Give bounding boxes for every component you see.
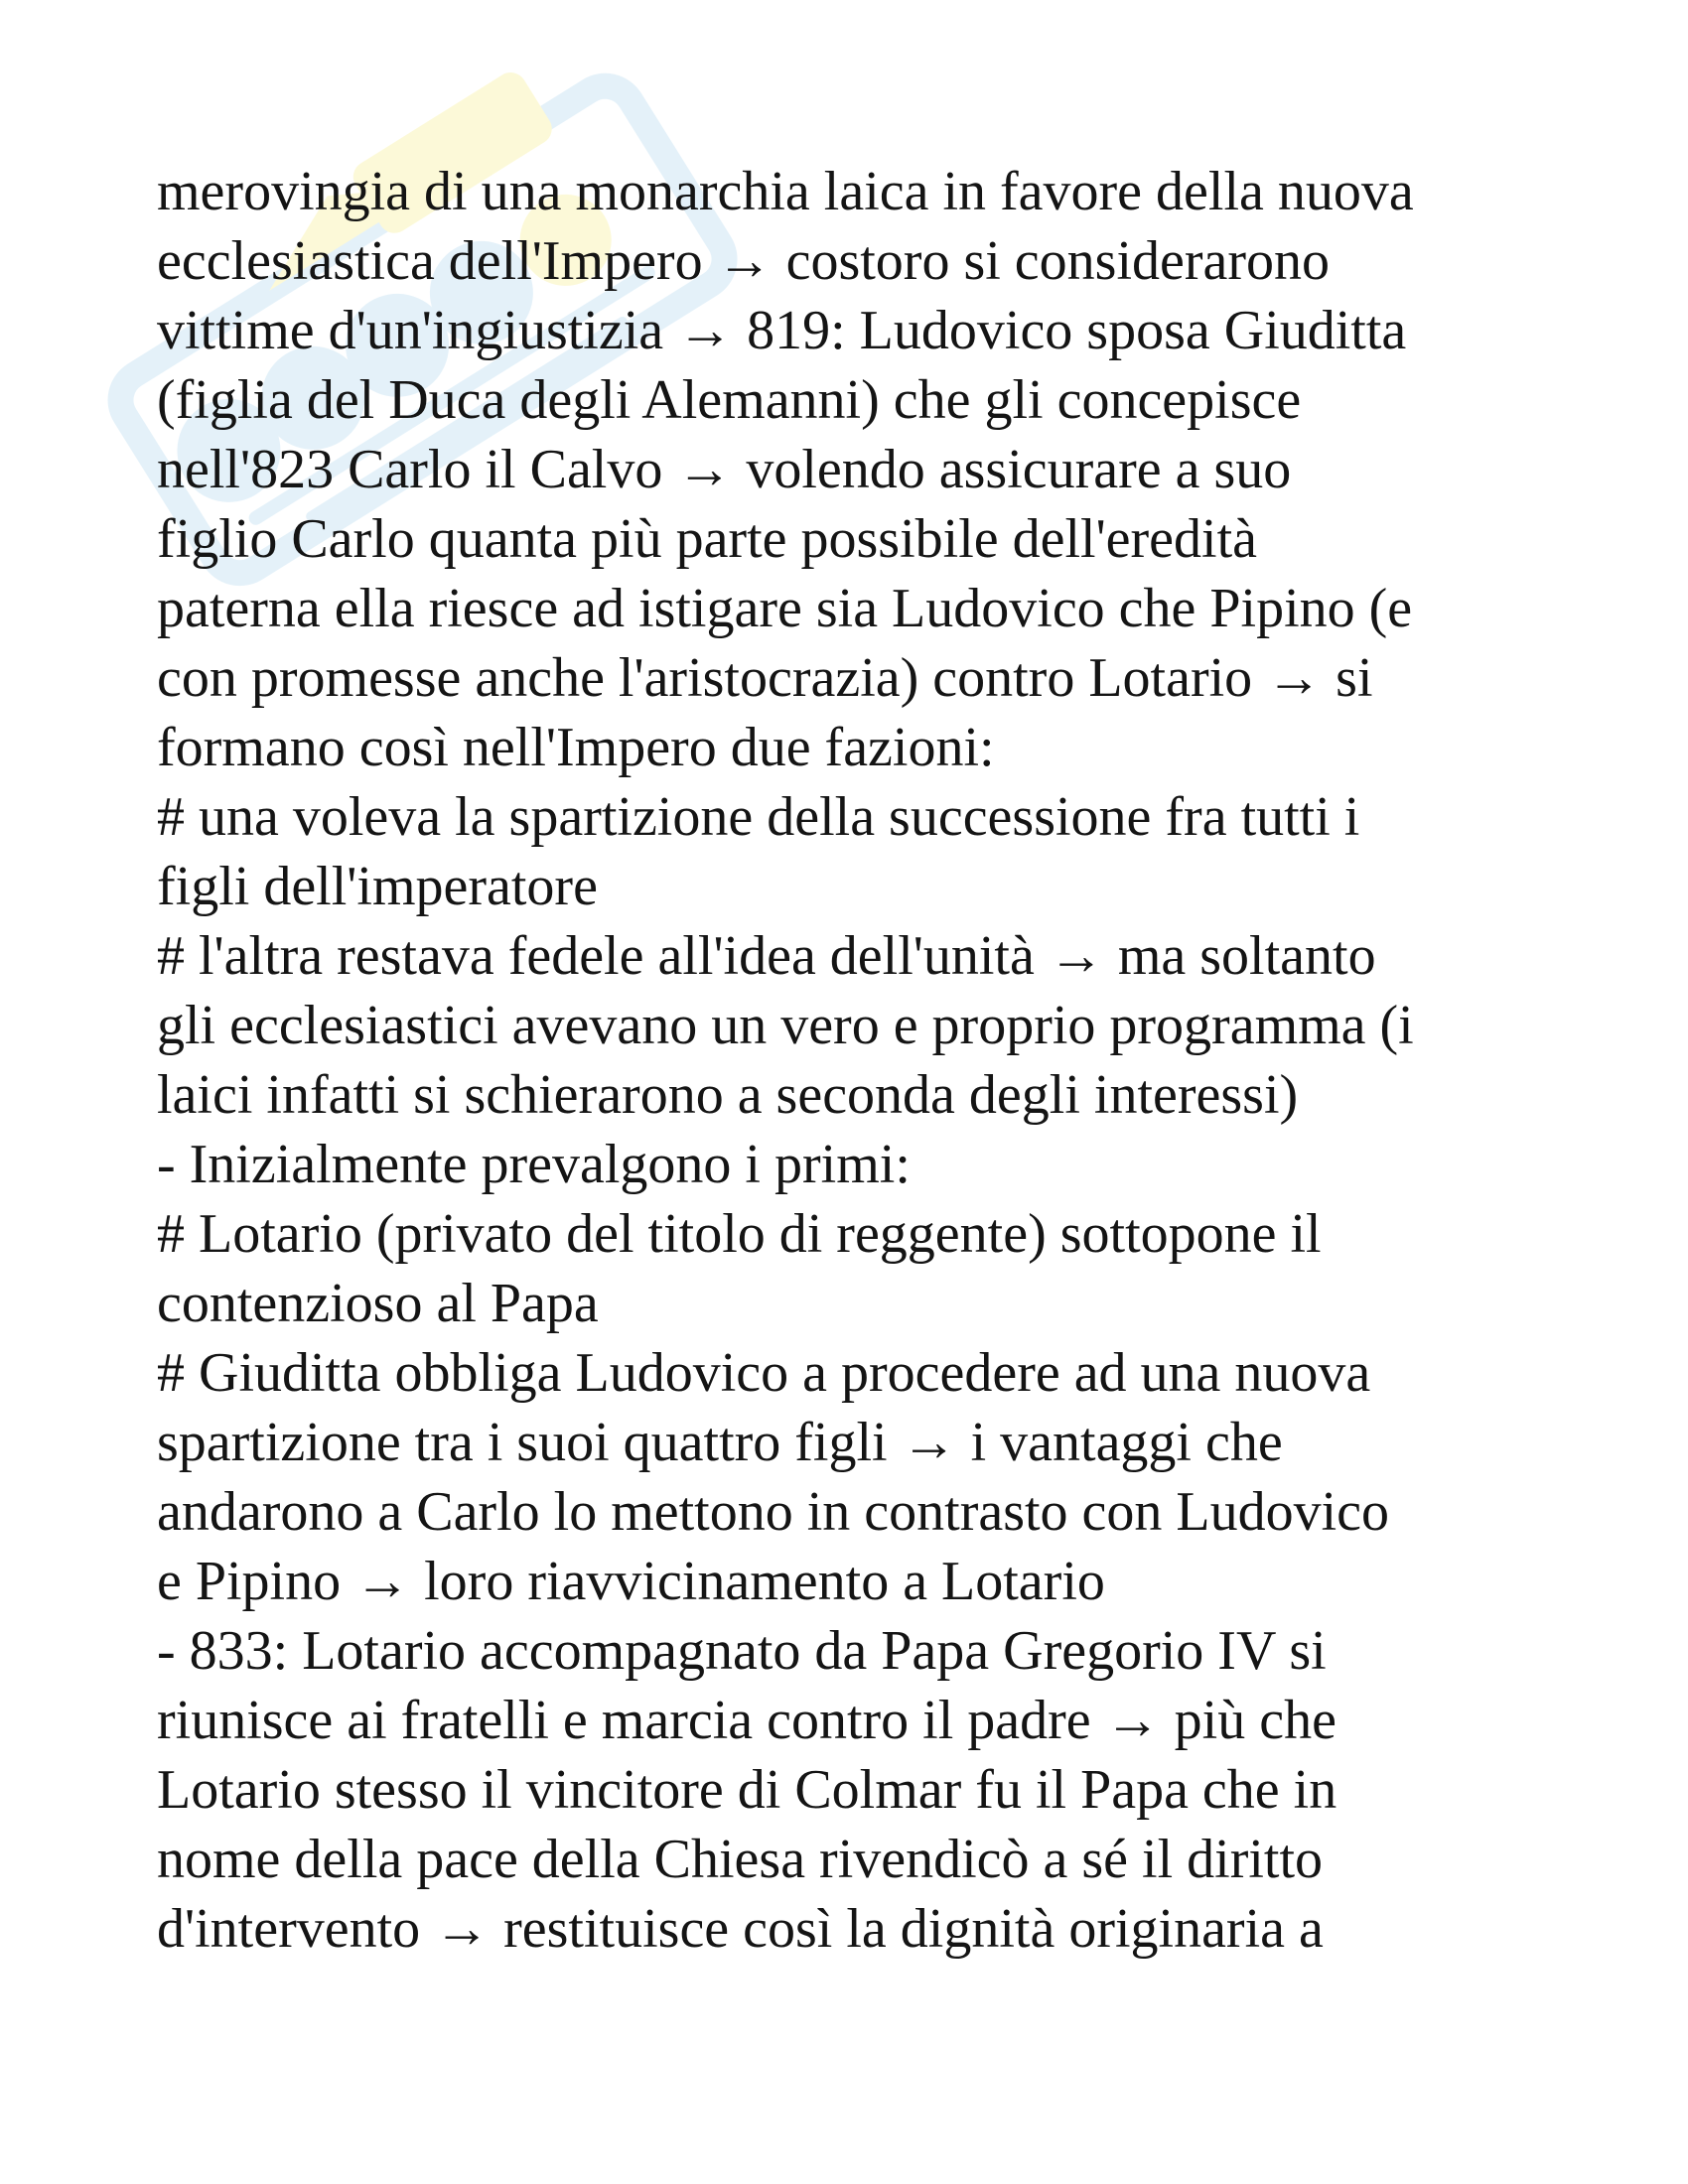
text-line: nome della pace della Chiesa rivendicò a sé il diritto [157, 1829, 1324, 1890]
text-line: contenzioso al Papa [157, 1273, 599, 1334]
text-line: ecclesiastica dell'Impero → costoro si considerarono [157, 230, 1331, 292]
text-line: e Pipino → loro riavvicinamento a Lotario [157, 1551, 1105, 1612]
text-line: (figlia del Duca degli Alemanni) che gli concepisce [157, 369, 1302, 431]
text-line: # l'altra restava fedele all'idea dell'unità → ma soltanto [157, 925, 1376, 987]
text-line: paterna ella riesce ad istigare sia Ludovico che Pipino (e [157, 578, 1413, 639]
text-line: spartizione tra i suoi quattro figli → i vantaggi che [157, 1412, 1283, 1473]
text-line: # Lotario (privato del titolo di reggente) sottopone il [157, 1203, 1322, 1265]
document-body [157, 157, 1567, 1964]
text-line: andarono a Carlo lo mettono in contrasto con Ludovico [157, 1481, 1390, 1543]
text-line: - Inizialmente prevalgono i primi: [157, 1134, 911, 1195]
text-line: vittime d'un'ingiustizia → 819: Ludovico sposa Giuditta [157, 300, 1407, 361]
text-line: # una voleva la spartizione della successione fra tutti i [157, 786, 1360, 848]
text-line: # Giuditta obbliga Ludovico a procedere ad una nuova [157, 1342, 1371, 1404]
text-line: formano così nell'Impero due fazioni: [157, 717, 995, 778]
text-line: figlio Carlo quanta più parte possibile dell'eredità [157, 508, 1257, 570]
text-line: - 833: Lotario accompagnato da Papa Gregorio IV si [157, 1620, 1327, 1682]
text-line: riunisce ai fratelli e marcia contro il padre → più che [157, 1690, 1336, 1751]
text-line: Lotario stesso il vincitore di Colmar fu il Papa che in [157, 1759, 1337, 1821]
text-line: d'intervento → restituisce così la dignità originaria a [157, 1898, 1324, 1960]
text-line: nell'823 Carlo il Calvo → volendo assicurare a suo [157, 439, 1292, 500]
text-line: laici infatti si schierarono a seconda degli interessi) [157, 1064, 1299, 1126]
text-line: gli ecclesiastici avevano un vero e proprio programma (i [157, 995, 1414, 1056]
text-line: con promesse anche l'aristocrazia) contro Lotario → si [157, 647, 1373, 709]
text-line: merovingia di una monarchia laica in favore della nuova [157, 161, 1414, 222]
text-line: figli dell'imperatore [157, 856, 598, 917]
